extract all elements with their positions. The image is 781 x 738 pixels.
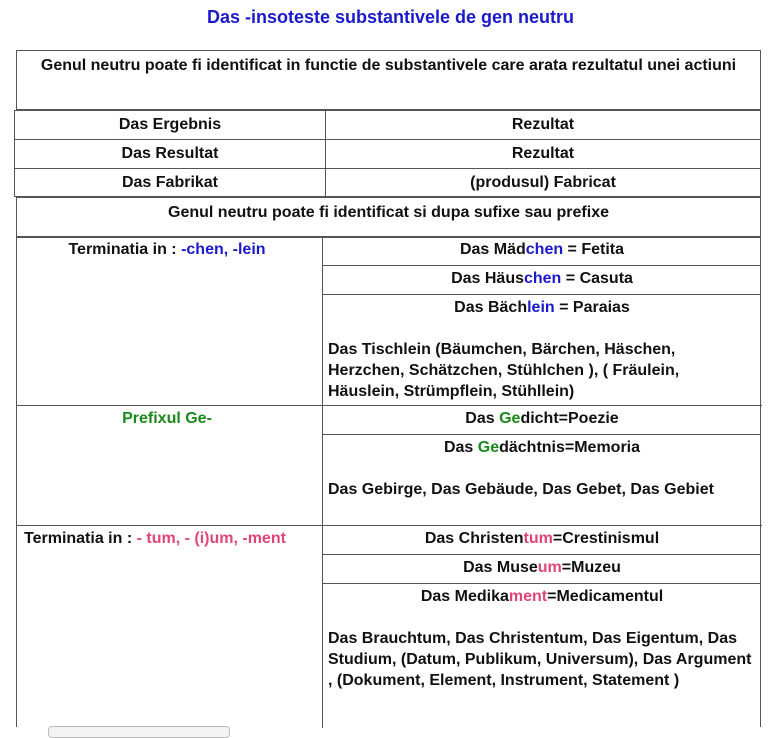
intro-text: Genul neutru poate fi identificat in functie de substantivele care arata rezultatul unei actiuni [40, 57, 737, 74]
pair-ro-2: Rezultat [511, 145, 575, 162]
pair-de-3: Das Fabrikat [121, 174, 219, 191]
section2-row-1: Das Gedicht=Poezie [465, 410, 619, 427]
pair-ro-1: Rezultat [511, 116, 575, 133]
suffix-table [16, 237, 761, 727]
intro-box [16, 50, 761, 110]
section1-label: Terminatia in : -chen, -lein [68, 241, 266, 258]
suffix-header-box [16, 197, 761, 237]
section3-row-3: Das Medikament=Medicamentul [420, 588, 664, 605]
section3-row-1: Das Christentum=Crestinismul [424, 530, 660, 547]
pair-de-1: Das Ergebnis [118, 116, 222, 133]
horizontal-scrollbar[interactable] [48, 726, 230, 738]
section2-row-2: Das Gedächtnis=Memoria [443, 439, 641, 456]
suffix-header-text: Genul neutru poate fi identificat si dupa sufixe sau prefixe [168, 204, 609, 221]
section1-extra: Das Tischlein (Bäumchen, Bärchen, Häschen, Herzchen, Schätzchen, Stühlchen ), ( Fräulein, Häuslein, Strümpflein, Stühllein) [328, 341, 680, 400]
page-title: Das -insoteste substantivele de gen neutru [206, 7, 575, 27]
section1-row-1: Das Mädchen = Fetita [459, 241, 625, 258]
section2-extra: Das Gebirge, Das Gebäude, Das Gebet, Das Gebiet [328, 481, 714, 498]
section3-row-2: Das Museum=Muzeu [463, 559, 621, 576]
pairs-table [14, 110, 761, 197]
section1-row-3: Das Bächlein = Paraias [454, 299, 630, 316]
section2-label: Prefixul Ge- [122, 410, 212, 427]
section3-label: Terminatia in : - tum, - (i)um, -ment [24, 530, 286, 547]
pair-ro-3: (produsul) Fabricat [470, 174, 616, 191]
section1-row-2: Das Häuschen = Casuta [451, 270, 633, 287]
pair-de-2: Das Resultat [121, 145, 219, 162]
section3-extra: Das Brauchtum, Das Christentum, Das Eigentum, Das Studium, (Datum, Publikum, Universum), Das Argument , (Dokument, Element, Instrument, Statement ) [328, 630, 752, 689]
